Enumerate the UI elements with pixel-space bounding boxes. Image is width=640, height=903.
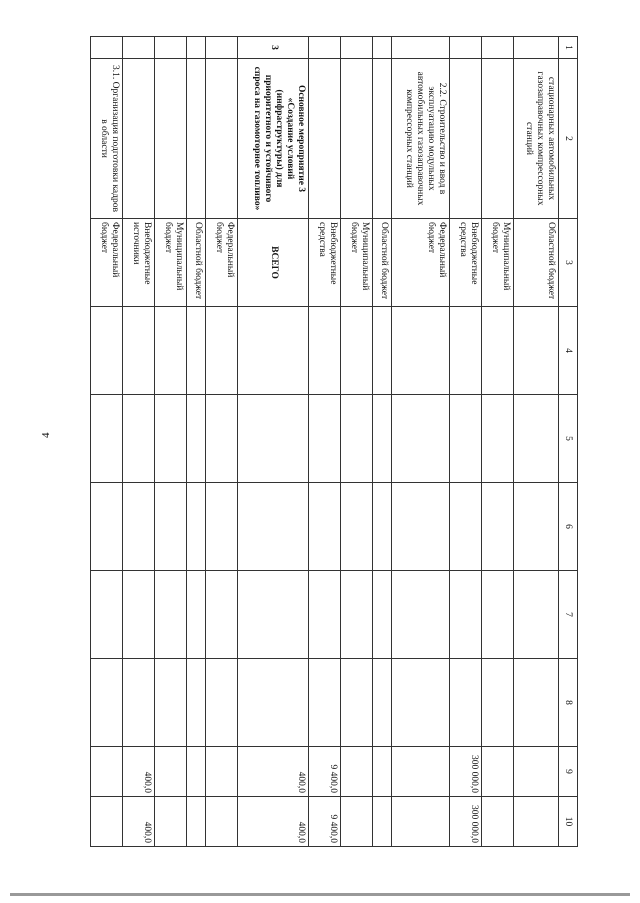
column-header-5: 5	[559, 395, 578, 483]
value-cell-col-10	[341, 797, 373, 847]
table-row	[187, 37, 206, 847]
value-cell-col-7	[373, 571, 392, 659]
column-header-1: 1	[559, 37, 578, 59]
column-header-7: 7	[559, 571, 578, 659]
table-row	[514, 37, 559, 847]
activity-name-cell	[206, 59, 238, 219]
value-cell-col-4	[341, 307, 373, 395]
value-cell-col-4	[155, 307, 187, 395]
value-cell-col-9	[482, 747, 514, 797]
value-cell-col-6	[187, 483, 206, 571]
table-row	[309, 37, 341, 847]
value-cell-col-6	[123, 483, 155, 571]
table-row	[450, 37, 482, 847]
value-cell-col-4	[373, 307, 392, 395]
value-cell-col-5	[206, 395, 238, 483]
table-row	[206, 37, 238, 847]
row-number-cell	[450, 37, 482, 59]
value-cell-col-10	[206, 797, 238, 847]
value-cell-col-7	[206, 571, 238, 659]
funding-source-cell: Областной бюджет	[373, 219, 392, 307]
table-row	[482, 37, 514, 847]
funding-source-cell: Областной бюджет	[514, 219, 559, 307]
funding-source-cell: Областной бюджет	[187, 219, 206, 307]
value-cell-col-8	[482, 659, 514, 747]
column-header-10: 10	[559, 797, 578, 847]
value-cell-col-5	[450, 395, 482, 483]
value-cell-col-10	[392, 797, 450, 847]
value-cell-col-9	[514, 747, 559, 797]
table-row	[392, 37, 450, 847]
value-cell-col-9: 300 000,0	[450, 747, 482, 797]
value-cell-col-4	[309, 307, 341, 395]
value-cell-col-6	[91, 483, 123, 571]
value-cell-col-4	[123, 307, 155, 395]
table-row	[373, 37, 392, 847]
table-row	[91, 37, 123, 847]
value-cell-col-9	[187, 747, 206, 797]
value-cell-col-8	[123, 659, 155, 747]
value-cell-col-7	[91, 571, 123, 659]
value-cell-col-6	[238, 483, 309, 571]
value-cell-col-8	[309, 659, 341, 747]
row-number-cell	[482, 37, 514, 59]
page-bottom-edge	[10, 893, 630, 896]
value-cell-col-10: 400,0	[123, 797, 155, 847]
column-header-9: 9	[559, 747, 578, 797]
value-cell-col-8	[187, 659, 206, 747]
value-cell-col-9: 400,0	[238, 747, 309, 797]
value-cell-col-7	[155, 571, 187, 659]
column-header-6: 6	[559, 483, 578, 571]
activity-name-cell: стационарных автомобильных газозаправочных компрессорных станций	[514, 59, 559, 219]
value-cell-col-6	[155, 483, 187, 571]
value-cell-col-10: 9 400,0	[309, 797, 341, 847]
value-cell-col-7	[450, 571, 482, 659]
value-cell-col-9	[206, 747, 238, 797]
row-number-cell	[187, 37, 206, 59]
value-cell-col-4	[482, 307, 514, 395]
value-cell-col-6	[450, 483, 482, 571]
activity-name-cell: Основное мероприятие 3 «Создание условий (инфраструктуры) для приоритетного и устойчивого спроса на газомоторное топливо»	[238, 59, 309, 219]
value-cell-col-9: 400,0	[123, 747, 155, 797]
value-cell-col-8	[155, 659, 187, 747]
value-cell-col-7	[238, 571, 309, 659]
value-cell-col-7	[123, 571, 155, 659]
value-cell-col-7	[309, 571, 341, 659]
value-cell-col-4	[91, 307, 123, 395]
funding-source-cell: Федеральный бюджет	[392, 219, 450, 307]
activity-name-cell	[123, 59, 155, 219]
value-cell-col-7	[392, 571, 450, 659]
table-row	[123, 37, 155, 847]
row-number-cell: 3	[238, 37, 309, 59]
column-header-8: 8	[559, 659, 578, 747]
value-cell-col-5	[91, 395, 123, 483]
value-cell-col-5	[482, 395, 514, 483]
funding-source-cell: ВСЕГО	[238, 219, 309, 307]
value-cell-col-9	[341, 747, 373, 797]
value-cell-col-9	[91, 747, 123, 797]
value-cell-col-8	[450, 659, 482, 747]
value-cell-col-5	[187, 395, 206, 483]
value-cell-col-4	[206, 307, 238, 395]
value-cell-col-8	[91, 659, 123, 747]
value-cell-col-8	[206, 659, 238, 747]
value-cell-col-9: 9 400,0	[309, 747, 341, 797]
value-cell-col-10: 300 000,0	[450, 797, 482, 847]
activity-name-cell: 3.1. Организация подготовки кадров в области	[91, 59, 123, 219]
value-cell-col-10: 400,0	[238, 797, 309, 847]
table-row	[341, 37, 373, 847]
value-cell-col-5	[514, 395, 559, 483]
value-cell-col-10	[91, 797, 123, 847]
value-cell-col-5	[392, 395, 450, 483]
value-cell-col-10	[514, 797, 559, 847]
row-number-cell	[206, 37, 238, 59]
value-cell-col-10	[482, 797, 514, 847]
row-number-cell	[514, 37, 559, 59]
row-number-cell	[91, 37, 123, 59]
value-cell-col-9	[392, 747, 450, 797]
value-cell-col-4	[450, 307, 482, 395]
value-cell-col-8	[373, 659, 392, 747]
row-number-cell	[373, 37, 392, 59]
value-cell-col-10	[187, 797, 206, 847]
value-cell-col-7	[514, 571, 559, 659]
value-cell-col-4	[514, 307, 559, 395]
value-cell-col-6	[373, 483, 392, 571]
funding-source-cell: Муниципальный бюджет	[482, 219, 514, 307]
value-cell-col-9	[155, 747, 187, 797]
funding-source-cell: Внебюджетные средства	[450, 219, 482, 307]
value-cell-col-5	[123, 395, 155, 483]
column-header-4: 4	[559, 307, 578, 395]
value-cell-col-5	[373, 395, 392, 483]
value-cell-col-6	[309, 483, 341, 571]
budget-table	[90, 36, 578, 847]
page-number: 4	[40, 432, 52, 438]
table-row	[155, 37, 187, 847]
row-number-cell	[155, 37, 187, 59]
value-cell-col-5	[309, 395, 341, 483]
value-cell-col-8	[392, 659, 450, 747]
value-cell-col-4	[238, 307, 309, 395]
value-cell-col-8	[514, 659, 559, 747]
value-cell-col-6	[341, 483, 373, 571]
row-number-cell	[392, 37, 450, 59]
value-cell-col-8	[341, 659, 373, 747]
activity-name-cell	[373, 59, 392, 219]
value-cell-col-8	[238, 659, 309, 747]
activity-name-cell	[155, 59, 187, 219]
column-header-3: 3	[559, 219, 578, 307]
value-cell-col-7	[482, 571, 514, 659]
value-cell-col-6	[392, 483, 450, 571]
funding-source-cell: Федеральный бюджет	[91, 219, 123, 307]
value-cell-col-5	[341, 395, 373, 483]
activity-name-cell	[187, 59, 206, 219]
funding-source-cell: Внебюджетные источники	[123, 219, 155, 307]
value-cell-col-10	[155, 797, 187, 847]
funding-source-cell: Муниципальный бюджет	[341, 219, 373, 307]
activity-name-cell: 2.2. Строительство и ввод в эксплуатацию модульных автомобильных газозаправочных компрессорных станций	[392, 59, 450, 219]
funding-source-cell: Внебюджетные средства	[309, 219, 341, 307]
value-cell-col-4	[187, 307, 206, 395]
value-cell-col-7	[341, 571, 373, 659]
funding-source-cell: Муниципальный бюджет	[155, 219, 187, 307]
value-cell-col-4	[392, 307, 450, 395]
value-cell-col-6	[482, 483, 514, 571]
value-cell-col-7	[187, 571, 206, 659]
funding-source-cell: Федеральный бюджет	[206, 219, 238, 307]
activity-name-cell	[450, 59, 482, 219]
row-number-cell	[309, 37, 341, 59]
value-cell-col-9	[373, 747, 392, 797]
rotated-page-content	[90, 36, 578, 846]
column-header-2: 2	[559, 59, 578, 219]
value-cell-col-6	[514, 483, 559, 571]
activity-name-cell	[309, 59, 341, 219]
row-number-cell	[341, 37, 373, 59]
value-cell-col-5	[238, 395, 309, 483]
activity-name-cell	[482, 59, 514, 219]
header-row	[559, 37, 578, 847]
value-cell-col-10	[373, 797, 392, 847]
activity-name-cell	[341, 59, 373, 219]
row-number-cell	[123, 37, 155, 59]
table-row	[238, 37, 309, 847]
value-cell-col-5	[155, 395, 187, 483]
value-cell-col-6	[206, 483, 238, 571]
